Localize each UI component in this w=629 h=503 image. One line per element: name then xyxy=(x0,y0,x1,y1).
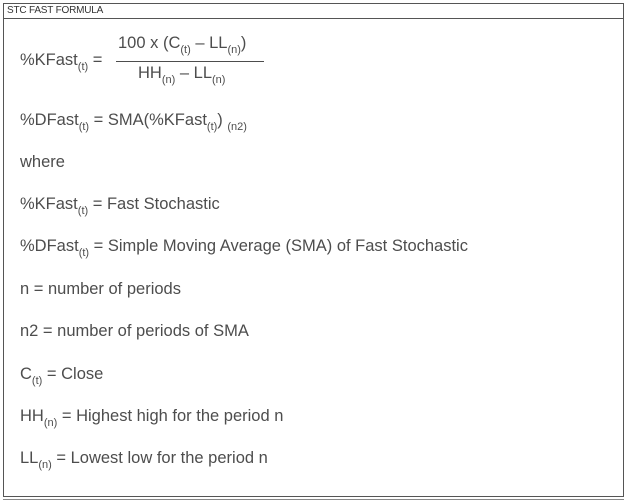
bottom-rule xyxy=(3,499,624,500)
fraction-bar xyxy=(116,61,264,62)
box-title: STC FAST FORMULA xyxy=(7,5,104,16)
definition-close: $C_{(t)}$ = Close xyxy=(20,365,104,387)
definition-dfast: %DFast$_{(t)}$ = Simple Moving Average (SMA) of Fast Stochastic xyxy=(20,237,468,259)
box-header xyxy=(4,4,623,19)
definition-lowest-low: $LL_{(n)}$ = Lowest low for the period n xyxy=(20,449,268,471)
definition-n2: n2 = number of periods of SMA xyxy=(20,322,249,340)
fraction-denominator: $HH_{(n)} - LL_{(n)}$ xyxy=(138,64,226,86)
where-label: where xyxy=(20,153,65,171)
kfast-formula-lhs: %KFast$_{(t)}$ = xyxy=(20,51,103,73)
dfast-formula: %DFast$_{(t)}$ = SMA(%KFast$_{(t)}$) $_{(n2)}$ xyxy=(20,111,247,133)
fraction-numerator: 100 x $(C_{(t)} - LL_{(n)})$ xyxy=(118,34,247,56)
definition-kfast: %KFast$_{(t)}$ = Fast Stochastic xyxy=(20,195,220,217)
definition-highest-high: $HH_{(n)}$ = Highest high for the period n xyxy=(20,407,284,429)
definition-n: n = number of periods xyxy=(20,280,181,298)
